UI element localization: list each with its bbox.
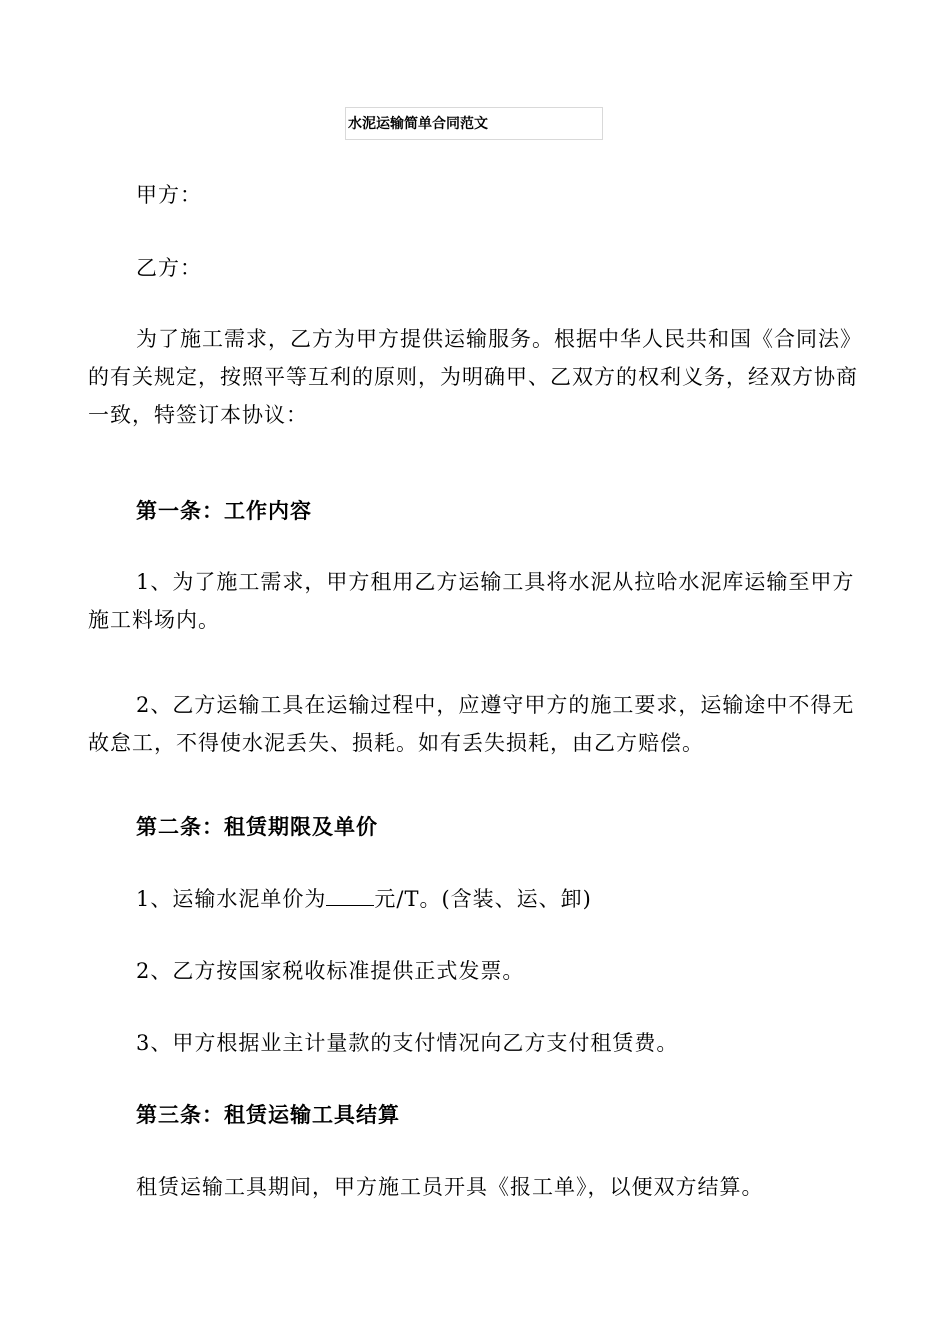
party-a-line: 甲方：	[136, 183, 202, 207]
article2-item2: 2、乙方按国家税收标准提供正式发票。	[136, 959, 525, 983]
article2-heading: 第二条：租赁期限及单价	[136, 815, 378, 839]
intro-paragraph: 为了施工需求，乙方为甲方提供运输服务。根据中华人民共和国《合同法》的有关规定，按照平等互利的原则，为明确甲、乙双方的权利义务，经双方协商一致，特签订本协议：	[88, 327, 862, 427]
price-blank	[326, 887, 374, 906]
article2-item1	[88, 880, 874, 918]
article2-item1-suffix: 元/T。(含装、运、卸)	[374, 887, 592, 911]
party-b-line: 乙方：	[136, 256, 202, 280]
article1-heading: 第一条：工作内容	[136, 499, 312, 523]
article3-text: 租赁运输工具期间，甲方施工员开具《报工单》，以便双方结算。	[136, 1175, 764, 1199]
article2-item3: 3、甲方根据业主计量款的支付情况向乙方支付租赁费。	[136, 1031, 679, 1055]
document-title: 水泥运输简单合同范文	[348, 116, 488, 132]
title-box	[345, 107, 603, 140]
article2-item1-prefix: 1、运输水泥单价为	[136, 887, 327, 911]
article1-item2: 2、乙方运输工具在运输过程中，应遵守甲方的施工要求，运输途中不得无故怠工，不得使水泥丢失、损耗。如有丢失损耗，由乙方赔偿。	[88, 693, 855, 755]
article1-item1: 1、为了施工需求，甲方租用乙方运输工具将水泥从拉哈水泥库运输至甲方施工料场内。	[88, 570, 855, 632]
article3-heading: 第三条：租赁运输工具结算	[136, 1103, 400, 1127]
